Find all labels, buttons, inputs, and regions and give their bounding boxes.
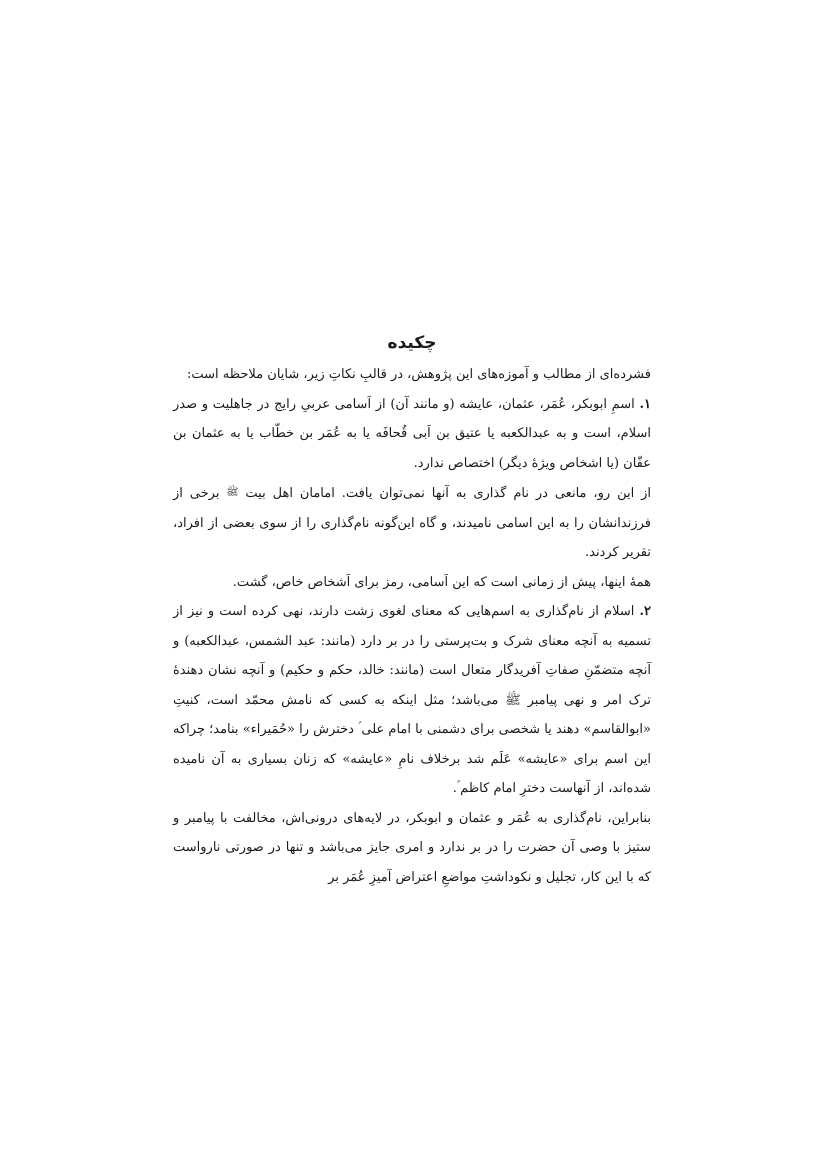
symbols-paragraph: همهٔ اینها، پیش از زمانی است که این اَسامی، رمز برای اَشخاص خاص، گشت. [232,574,651,590]
ahl-bayt-paragraph [173,478,651,568]
point-1-number: ۱. [639,396,651,412]
ahl-bayt-text-after: برخی از فرزندانشان را به این اسامی نامیدند، و گاه این‌گونه نام‌گذاری را از سوی بعضی از افراد، تقریر کردند. [173,486,651,560]
honorific-sign: ﷺ [226,487,239,498]
conclusion-paragraph: بنابراین، نام‌گذاری به عُمَر و عثمان و ابوبکر، در لایه‌های درونی‌اش، مخالفت با پیامبر و ستیز با وصی آن حضرت را در بر ندارد و امری جایز می‌باشد و تنها در صورتی نارواست که با این کار، تجلیل و نکوداشتِ مواضعِ اعتراض آمیزِ عُمَر بر [173,810,651,885]
page-title: چکیده [387,333,437,353]
ahl-bayt-text-before: از این رو، مانعی در نام گذاری به آنها نمی‌توان یافت. امامان اهل بیت [238,486,651,501]
abstract-page [173,330,651,892]
point-1-text: اسمِ ابوبکر، عُمَر، عثمان، عایشه (و مانند آن) از اَسامی عربیِ رایج در جاهلیت و صدر اسلام، است و به عبدالکعبه یا عتیق بن اَبی قُحافَه یا به عُمَر بن خطّاب یا به عثمان بن عفّان (یا اشخاص ویژهٔ دیگر) اختصاص ندارد. [173,396,651,471]
point-1-paragraph [173,390,651,479]
intro-paragraph: فشرده‌ای از مطالب و آموزه‌های این پژوهش، در قالبِ نکاتِ زیر، شایان ملاحظه است: [186,367,651,382]
point-2-text: اسلام از نام‌گذاری به اسم‌هایی که معنای لغوی زشت دارند، نهی کرده است و نیز از تسمیه به آنچه معنای شرک و بت‌پرستی را در بر دارد (مانند: عبد الشمس، عبدالکعبه) و آنچه متضمّنِ صفاتِ آفریدگار متعال است (مانند: خالد، حکم و حکیم) و آنچه نشان دهندهٔ ترک امر و نهی پیامبر ﷺ می‌باشد؛ مثل اینکه به کسی که نامش محمّد است، کنیتِ «ابوالقاسم» دهند یا شخصی برای دشمنی با امام علی ؑ دخترش را «حُمَیراء» بنامد؛ چراکه این اسم برای «عایشه» عَلَم شد برخلاف نامِ «عایشه» که زنان بسیاری به آن نامیده شده‌اند، از آنهاست دخترِ امام کاظم ؑ. [173,604,651,796]
point-2-paragraph [173,597,651,804]
point-2-number: ۲. [639,604,651,619]
